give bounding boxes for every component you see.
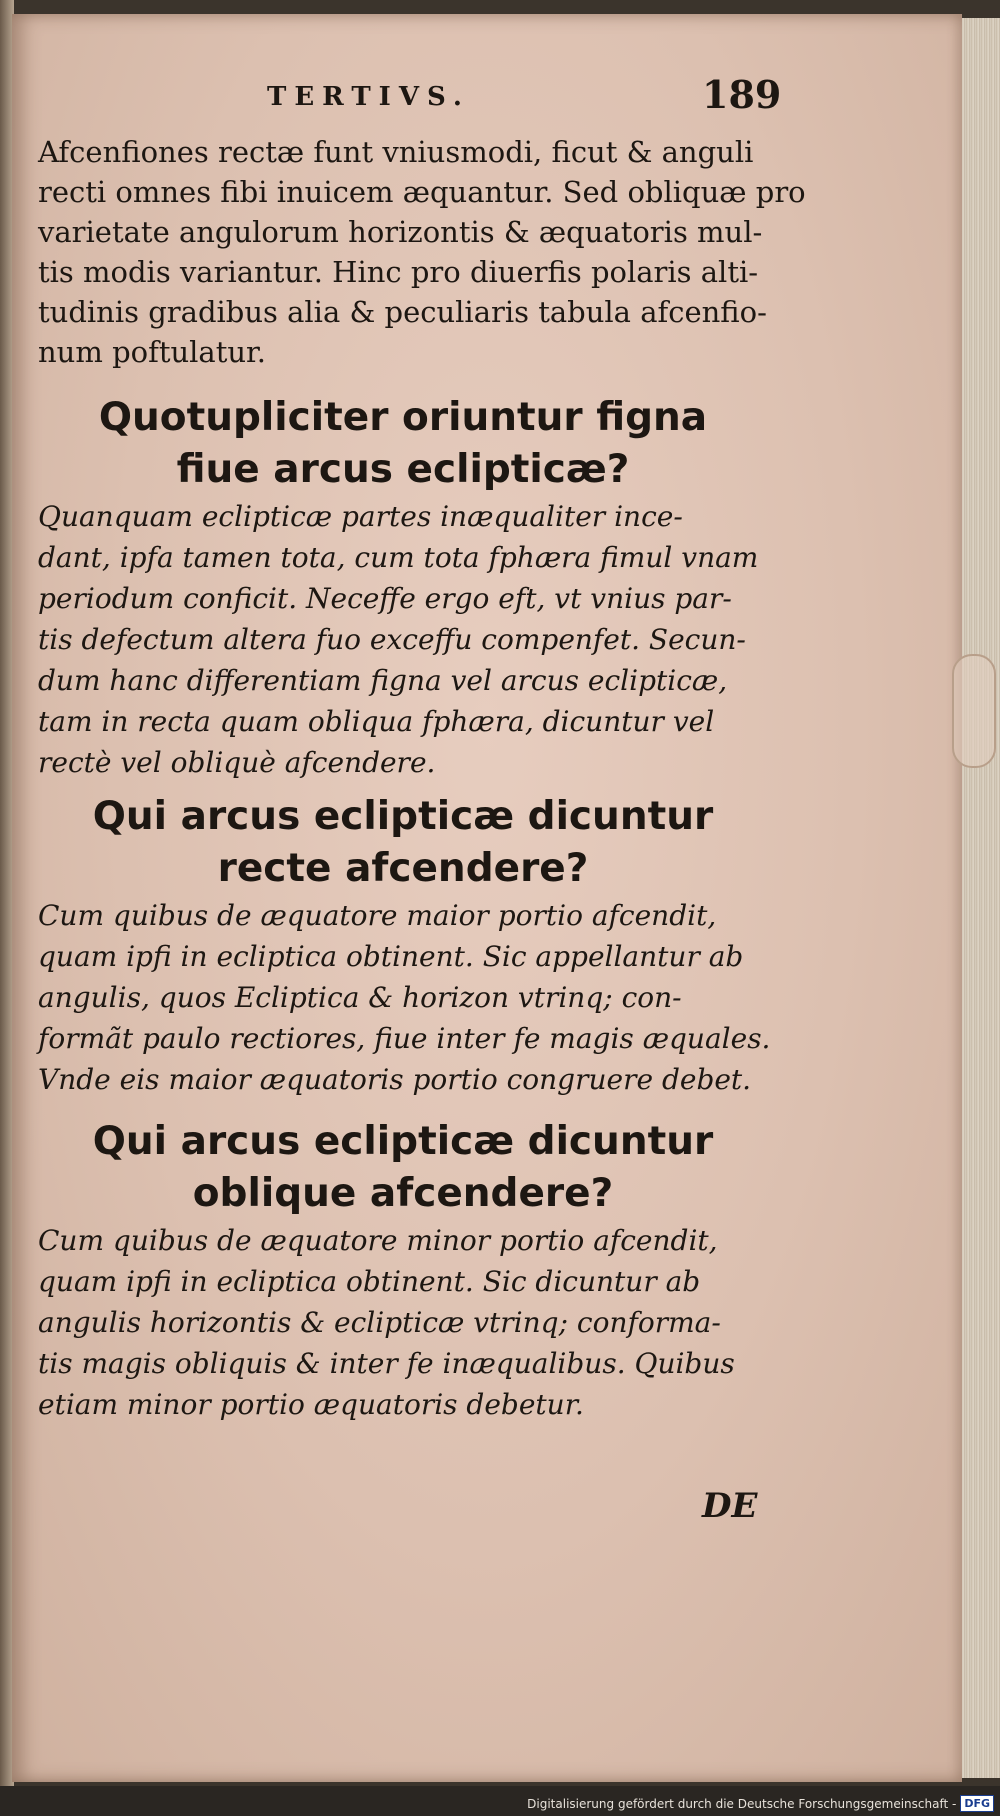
page-tab-mark <box>952 654 996 768</box>
question-heading-3 <box>38 1116 768 1220</box>
text-line: tudinis gradibus alia & peculiaris tabula afcenfio- <box>38 295 767 329</box>
book-page <box>12 14 962 1782</box>
dfg-logo-icon: DFG <box>960 1795 994 1812</box>
text-line: recti omnes fibi inuicem æquantur. Sed obliquæ pro <box>38 175 806 209</box>
text-line: tis magis obliquis & inter fe inæqualibus. Quibus <box>38 1347 735 1380</box>
answer-paragraph-3 <box>38 1220 768 1425</box>
text-line: quam ipfi in ecliptica obtinent. Sic appellantur ab <box>38 940 744 973</box>
credit-text: Digitalisierung gefördert durch die Deutsche Forschungsgemeinschaft - <box>527 1796 957 1811</box>
page-header <box>12 70 962 130</box>
paragraph-ascensiones <box>38 132 806 372</box>
text-line: Quanquam eclipticæ partes inæqualiter ince- <box>38 500 683 533</box>
text-line: num poftulatur. <box>38 335 266 369</box>
footer-credit <box>527 1795 994 1812</box>
text-line: varietate angulorum horizontis & æquatoris mul- <box>38 215 763 249</box>
text-line: tis modis variantur. Hinc pro diuerfis polaris alti- <box>38 255 759 289</box>
page-edges <box>958 18 1000 1778</box>
text-line: quam ipfi in ecliptica obtinent. Sic dicuntur ab <box>38 1265 701 1298</box>
heading-line: Quotupliciter oriuntur figna <box>98 395 708 440</box>
page-body <box>38 132 806 1425</box>
catchword: DE <box>702 1486 758 1526</box>
text-line: Cum quibus de æquatore minor portio afcendit, <box>38 1224 718 1257</box>
heading-line: Qui arcus eclipticæ dicuntur <box>92 794 714 839</box>
heading-line: oblique afcendere? <box>192 1171 614 1216</box>
text-line: Afcenfiones rectæ funt vniusmodi, ficut & anguli <box>38 135 754 169</box>
text-line: formãt paulo rectiores, fiue inter fe magis æquales. <box>38 1022 771 1055</box>
answer-paragraph-1 <box>38 496 768 783</box>
running-head: TERTIVS. <box>267 82 470 112</box>
answer-paragraph-2 <box>38 895 771 1100</box>
text-line: dant, ipfa tamen tota, cum tota fphæra fimul vnam <box>38 541 759 574</box>
heading-line: Qui arcus eclipticæ dicuntur <box>92 1119 714 1164</box>
text-line: dum hanc differentiam figna vel arcus eclipticæ, <box>38 664 728 697</box>
text-line: Cum quibus de æquatore maior portio afcendit, <box>38 899 717 932</box>
text-line: periodum conficit. Neceffe ergo eft, vt vnius par- <box>38 582 732 615</box>
text-line: etiam minor portio æquatoris debetur. <box>38 1388 584 1421</box>
page-number: 189 <box>702 72 782 117</box>
text-line: tis defectum altera fuo exceffu compenfet. Secun- <box>38 623 746 656</box>
text-line: rectè vel obliquè afcendere. <box>38 746 436 779</box>
text-line: angulis horizontis & eclipticæ vtrinq; conforma- <box>38 1306 721 1339</box>
question-heading-1 <box>38 392 768 496</box>
heading-line: recte afcendere? <box>217 846 589 891</box>
footer-bar <box>0 1786 1000 1816</box>
text-line: Vnde eis maior æquatoris portio congruere debet. <box>38 1063 752 1096</box>
heading-line: fiue arcus eclipticæ? <box>176 447 630 492</box>
text-line: angulis, quos Ecliptica & horizon vtrinq; con- <box>38 981 682 1014</box>
text-line: tam in recta quam obliqua fphæra, dicuntur vel <box>38 705 715 738</box>
question-heading-2 <box>38 791 768 895</box>
